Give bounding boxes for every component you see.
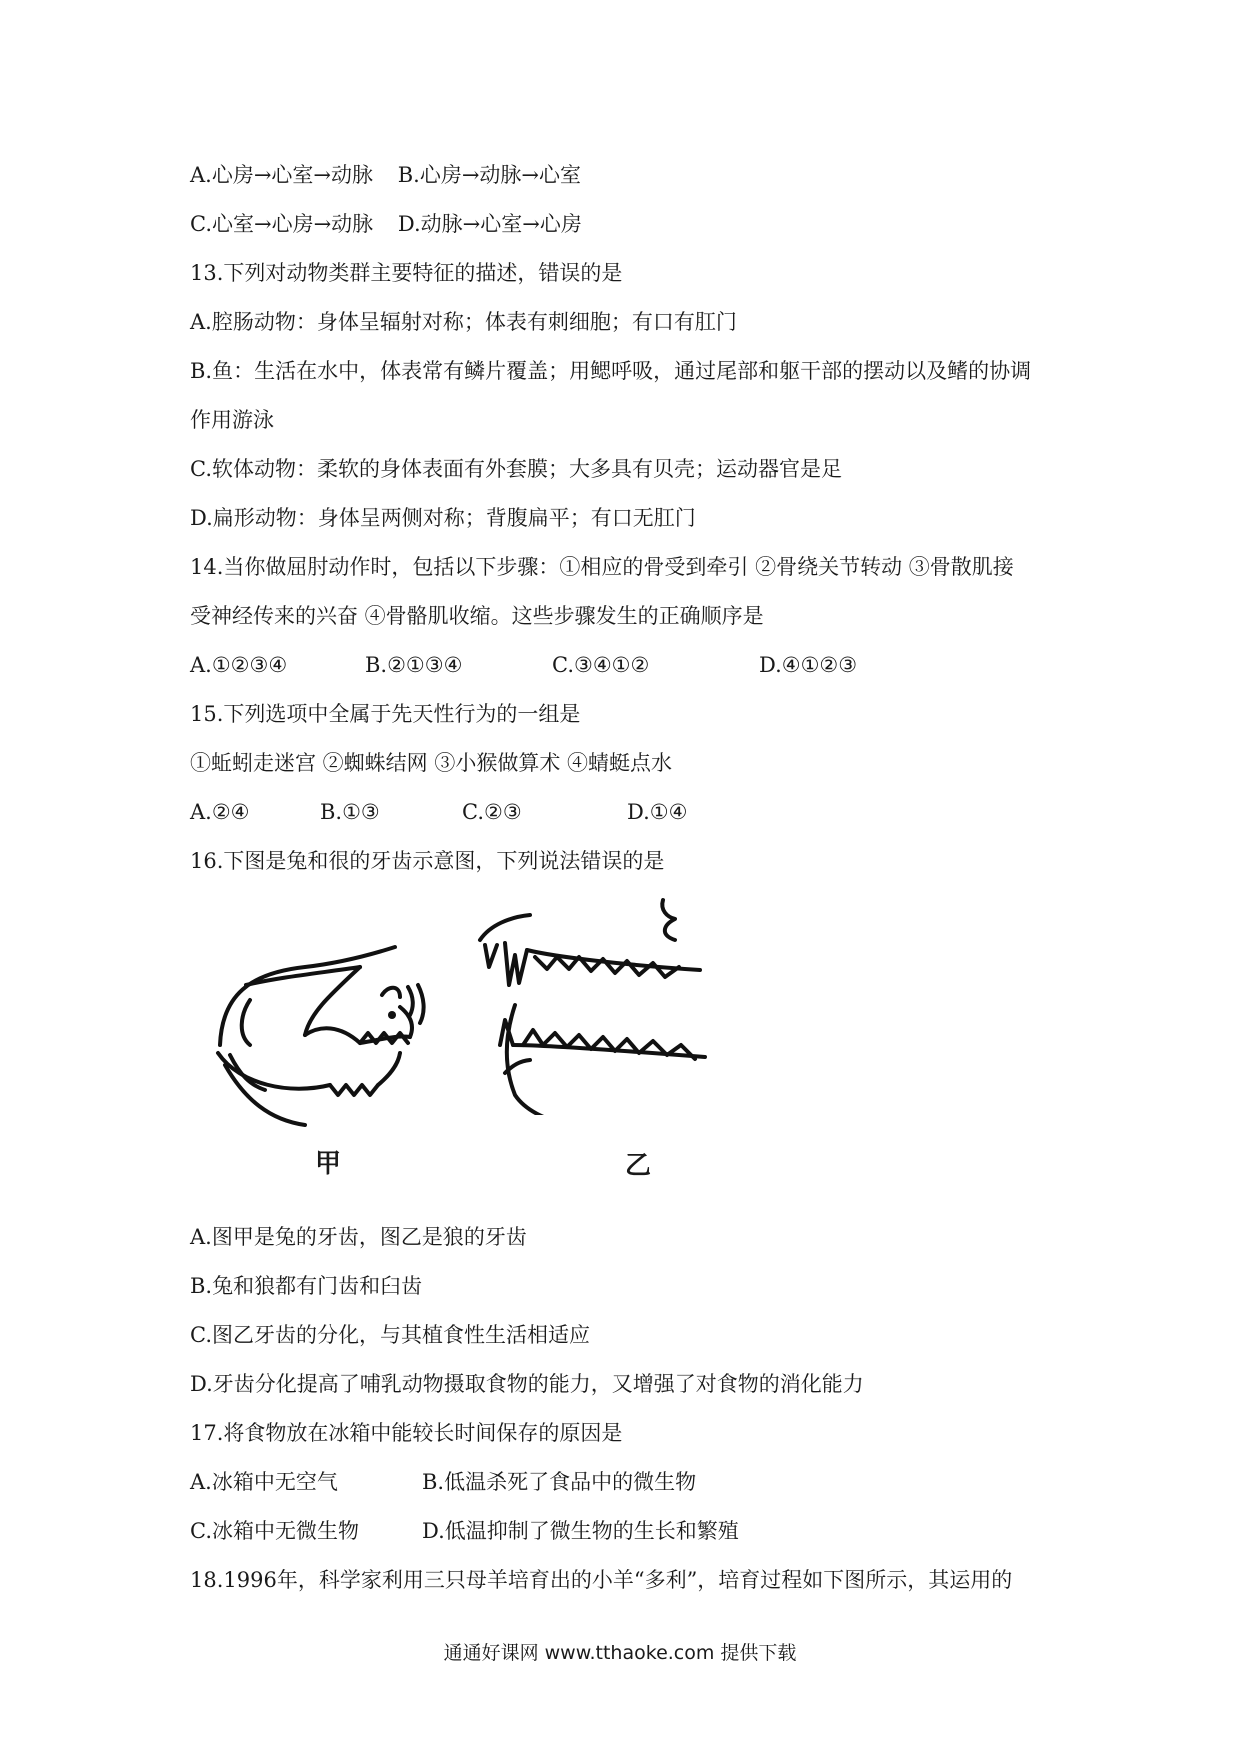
q15-items: ①蚯蚓走迷宫 ②蜘蛛结网 ③小猴做算术 ④蜻蜓点水 xyxy=(190,751,673,775)
q16-option-a: A.图甲是兔的牙齿，图乙是狼的牙齿 xyxy=(190,1225,527,1249)
q17-option-b: B.低温杀死了食品中的微生物 xyxy=(422,1470,697,1494)
q15-option-a: A.②④ xyxy=(190,800,250,824)
q14-option-d: D.④①②③ xyxy=(759,653,858,677)
q12-option-a: A.心房→心室→动脉 xyxy=(190,163,374,187)
q12-options-row-1 xyxy=(190,160,581,190)
q14-option-c: C.③④①② xyxy=(552,653,650,677)
q12-option-b: B.心房→动脉→心室 xyxy=(397,163,582,187)
q13-stem: 13.下列对动物类群主要特征的描述，错误的是 xyxy=(190,261,623,285)
q16-option-c: C.图乙牙齿的分化，与其植食性生活相适应 xyxy=(190,1323,590,1347)
q18-stem-line-1: 18.1996年，科学家利用三只母羊培育出的小羊“多利”，培育过程如下图所示，其运用的 xyxy=(190,1568,1013,1592)
q15-stem: 15.下列选项中全属于先天性行为的一组是 xyxy=(190,702,581,726)
q15-option-d: D.①④ xyxy=(627,800,688,824)
wolf-teeth-drawing xyxy=(475,895,735,1115)
q16-option-d: D.牙齿分化提高了哺乳动物摄取食物的能力，又增强了对食物的消化能力 xyxy=(190,1372,864,1396)
q13-option-a: A.腔肠动物：身体呈辐射对称；体表有刺细胞；有口有肛门 xyxy=(190,310,737,334)
q14-options xyxy=(190,650,857,680)
q12-options-row-2 xyxy=(190,209,582,239)
q13-option-b-line-2: 作用游泳 xyxy=(190,408,274,432)
q15-option-c: C.②③ xyxy=(462,800,522,824)
q15-options xyxy=(190,797,687,827)
teeth-figure xyxy=(210,895,810,1195)
q16-option-b: B.兔和狼都有门齿和臼齿 xyxy=(190,1274,423,1298)
q17-stem: 17.将食物放在冰箱中能较长时间保存的原因是 xyxy=(190,1421,623,1445)
q14-option-a: A.①②③④ xyxy=(190,653,288,677)
page-footer: 通通好课网 www.tthaoke.com 提供下载 xyxy=(443,1642,797,1664)
rabbit-skull-drawing xyxy=(210,925,470,1145)
q14-option-b: B.②①③④ xyxy=(365,653,463,677)
q17-option-a: A.冰箱中无空气 xyxy=(190,1470,338,1494)
q12-option-c: C.心室→心房→动脉 xyxy=(190,212,374,236)
q17-option-c: C.冰箱中无微生物 xyxy=(190,1519,359,1543)
q15-option-b: B.①③ xyxy=(320,800,380,824)
q16-stem: 16.下图是兔和很的牙齿示意图，下列说法错误的是 xyxy=(190,849,665,873)
q17-options-row-2 xyxy=(190,1516,739,1546)
figure-label-jia: 甲 xyxy=(315,1149,342,1179)
q13-option-d: D.扁形动物：身体呈两侧对称；背腹扁平；有口无肛门 xyxy=(190,506,696,530)
q13-option-b-line-1: B.鱼：生活在水中，体表常有鳞片覆盖；用鳃呼吸，通过尾部和躯干部的摆动以及鳍的协调 xyxy=(190,359,1032,383)
q14-stem-line-1: 14.当你做屈肘动作时，包括以下步骤：①相应的骨受到牵引 ②骨绕关节转动 ③骨散肌接 xyxy=(190,555,1014,579)
q17-option-d: D.低温抑制了微生物的生长和繁殖 xyxy=(422,1519,739,1543)
q14-stem-line-2: 受神经传来的兴奋 ④骨骼肌收缩。这些步骤发生的正确顺序是 xyxy=(190,604,764,628)
q13-option-c: C.软体动物：柔软的身体表面有外套膜；大多具有贝壳；运动器官是足 xyxy=(190,457,842,481)
q12-option-d: D.动脉→心室→心房 xyxy=(397,212,582,236)
figure-label-yi: 乙 xyxy=(625,1151,652,1181)
q17-options-row-1 xyxy=(190,1467,696,1497)
